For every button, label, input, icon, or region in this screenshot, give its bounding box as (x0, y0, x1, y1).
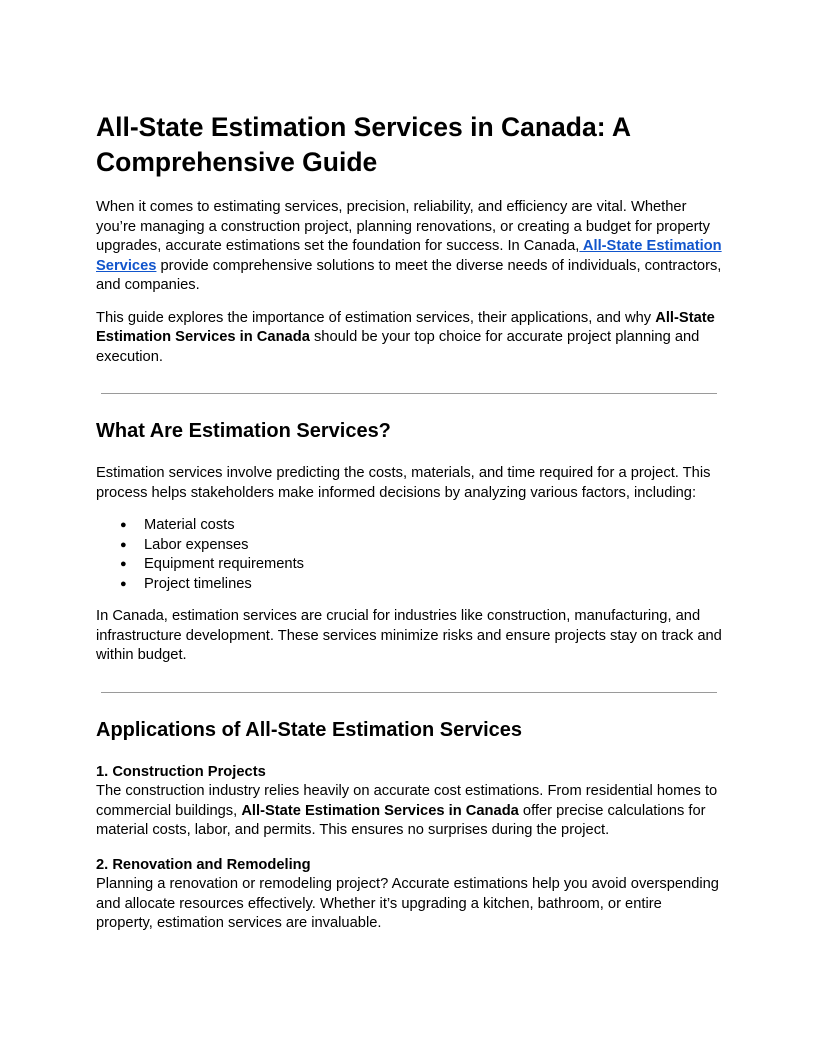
subheading: 1. Construction Projects (96, 763, 266, 780)
divider (101, 692, 717, 693)
text: offer precise calculations for material costs, labor, and permits. This ensures no surprises during the project. (96, 802, 706, 838)
list-item: ● Equipment requirements (144, 555, 722, 575)
divider (101, 393, 717, 394)
intro-paragraph-1 (96, 198, 722, 296)
application-item (96, 856, 722, 934)
subheading: 2. Renovation and Remodeling (96, 856, 311, 873)
text: This guide explores the importance of estimation services, their applications, and why (96, 309, 656, 326)
document-page (96, 110, 722, 947)
bullet-list (96, 516, 722, 594)
intro-paragraph-2 (96, 309, 722, 368)
list-item: ● Material costs (144, 516, 722, 536)
all-state-link[interactable]: All-State Estimation Services (96, 238, 722, 274)
text: When it comes to estimating services, precision, reliability, and efficiency are vital. Whether you’re managing a construction project, planning renovations, or creating a budget for property upgrades, accurate estimations set the foundation for success. In Canada, (96, 199, 710, 254)
list-item: ● Labor expenses (144, 536, 722, 556)
text: Planning a renovation or remodeling project? Accurate estimations help you avoid overspending and allocate resources effectively. Whether it’s upgrading a kitchen, bathroom, or entire property, estimation services are invaluable. (96, 876, 719, 931)
paragraph: Estimation services involve predicting the costs, materials, and time required for a project. This process helps stakeholders make informed decisions by analyzing various factors, including: (96, 465, 711, 501)
text: provide comprehensive solutions to meet the diverse needs of individuals, contractors, and companies. (96, 257, 722, 293)
section-heading: Applications of All-State Estimation Services (96, 718, 523, 741)
application-item (96, 763, 722, 841)
section-heading: What Are Estimation Services? (96, 420, 391, 442)
bold-text: All-State Estimation Services in Canada (241, 802, 519, 819)
text: should be your top choice for accurate project planning and execution. (96, 329, 700, 365)
list-item: ● Project timelines (144, 575, 722, 595)
text: The construction industry relies heavily on accurate cost estimations. From residential homes to commercial buildings, (96, 783, 718, 819)
document-title: All-State Estimation Services in Canada: A Comprehensive Guide (96, 112, 631, 177)
paragraph: In Canada, estimation services are crucial for industries like construction, manufacturing, and infrastructure development. These services minimize risks and ensure projects stay on track and within budget. (96, 608, 722, 663)
bold-text: All-State Estimation Services in Canada (96, 309, 715, 345)
